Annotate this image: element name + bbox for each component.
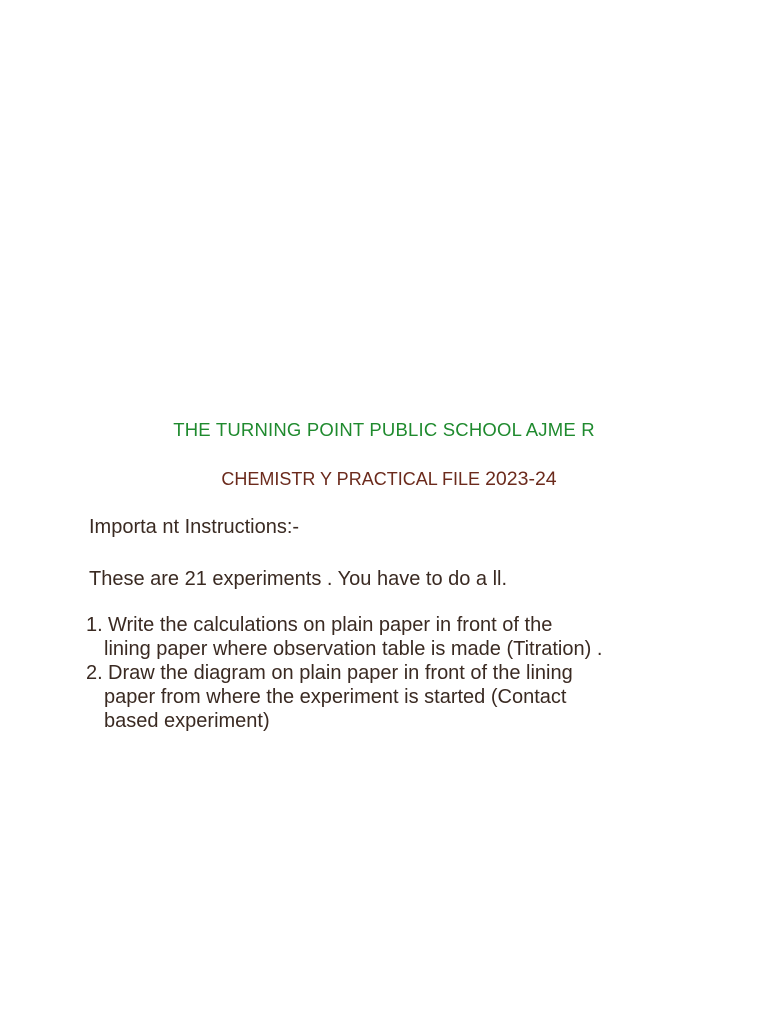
list-item-line: Draw the diagram on plain paper in front of the lining <box>108 662 573 684</box>
list-item-line: Write the calculations on plain paper in front of the <box>108 614 553 636</box>
instructions-intro: These are 21 experiments . You have to do a ll. <box>89 568 508 590</box>
instructions-heading: Importa nt Instructions:- <box>89 516 300 538</box>
list-item-number: 2. <box>86 662 103 684</box>
school-name: THE TURNING POINT PUBLIC SCHOOL AJME R <box>173 419 595 440</box>
practical-file-title <box>0 468 768 491</box>
file-year: 2023-24 <box>485 468 557 490</box>
list-item-line: lining paper where observation table is made (Titration) . <box>104 638 603 660</box>
list-item-text <box>104 613 724 661</box>
list-item <box>84 661 724 733</box>
list-item-number: 1. <box>86 614 103 636</box>
instructions-list <box>84 613 724 733</box>
file-title-text: CHEMISTR Y PRACTICAL FILE <box>221 469 481 489</box>
list-item <box>84 613 724 661</box>
list-item-text <box>104 661 724 733</box>
list-item-line: based experiment) <box>104 710 270 732</box>
list-item-line: paper from where the experiment is started (Contact <box>104 686 567 708</box>
